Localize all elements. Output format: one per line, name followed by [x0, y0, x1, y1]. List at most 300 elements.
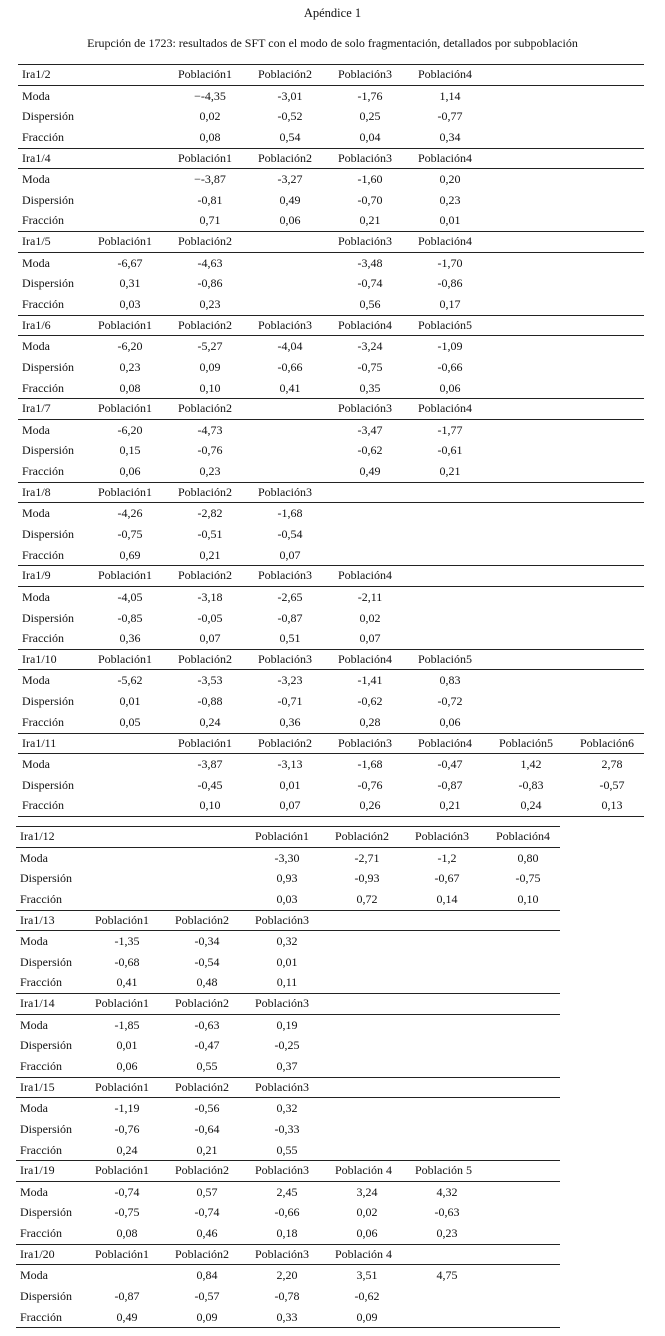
table-cell: -0,74: [114, 1184, 140, 1199]
table-cell: -3,23: [277, 673, 303, 688]
table-cell: -2,11: [357, 589, 383, 604]
table-cell: 0,57: [196, 1184, 218, 1199]
table-cell: 0,33: [276, 1309, 298, 1324]
population-header: Población4: [338, 568, 392, 583]
table-row: [18, 169, 644, 190]
table-cell: -0,54: [277, 527, 303, 541]
table-cell: 2,45: [276, 1184, 298, 1199]
sample-group: [18, 565, 644, 649]
table-cell: 0,06: [119, 464, 141, 479]
table-cell: -3,87: [197, 757, 223, 771]
sample-name: Ira1/20: [20, 1246, 55, 1261]
table-cell: -1,68: [357, 757, 383, 771]
table-cell: 3,24: [356, 1184, 378, 1199]
row-label: Fracción: [22, 464, 64, 479]
population-header: Población1: [98, 317, 152, 332]
table-row: [18, 670, 644, 691]
table-cell: -0,71: [277, 694, 303, 709]
population-header: Población2: [178, 651, 232, 666]
table-cell: 0,55: [276, 1142, 298, 1157]
population-header: Población4: [418, 234, 472, 249]
table-cell: -1,60: [357, 172, 383, 187]
population-header: Población3: [338, 234, 392, 249]
table-row: [18, 524, 644, 545]
table-cell: 0,09: [196, 1309, 218, 1324]
table-cell: 0,09: [199, 359, 221, 374]
sample-name: Ira1/19: [20, 1163, 55, 1178]
population-header: Población1: [95, 1163, 149, 1178]
row-label: Dispersión: [22, 443, 74, 458]
table-cell: 0,09: [356, 1309, 378, 1324]
table-cell: 2,20: [276, 1268, 298, 1283]
row-label: Fracción: [20, 1309, 62, 1324]
table-cell: -0,66: [277, 359, 303, 374]
table-cell: 0,06: [356, 1226, 378, 1241]
table-cell: -2,82: [197, 506, 223, 521]
table-cell: -1,35: [114, 934, 140, 949]
table-cell: -0,87: [277, 610, 303, 625]
population-header: Población1: [95, 912, 149, 927]
table-row: [18, 775, 644, 796]
table-row: [18, 273, 644, 294]
table-cell: 0,18: [276, 1226, 298, 1241]
table-cell: -0,85: [117, 610, 143, 625]
sample-name: Ira1/13: [20, 912, 55, 927]
sample-name: Ira1/11: [22, 735, 57, 750]
population-header: Población4: [418, 150, 472, 165]
table-cell: -0,47: [437, 757, 463, 771]
row-label: Dispersión: [20, 1289, 72, 1303]
group-header-row: [18, 650, 644, 671]
table-cell: 0,17: [439, 297, 461, 311]
table-row: [18, 545, 644, 566]
population-header: Población2: [335, 829, 389, 843]
table-cell: -3,01: [277, 88, 303, 103]
row-label: Dispersión: [20, 1121, 72, 1136]
table-cell: 1,42: [520, 757, 542, 771]
group-header-row: [18, 149, 644, 170]
table-cell: 0,51: [279, 631, 301, 646]
table-cell: 0,23: [439, 192, 461, 207]
table-cell: -0,54: [194, 954, 220, 969]
table-row: [16, 868, 560, 889]
table-cell: -1,2: [437, 850, 457, 865]
row-label: Moda: [22, 757, 50, 771]
table-cell: 0,03: [276, 891, 298, 906]
sample-group: [18, 231, 644, 315]
table-cell: 0,49: [359, 464, 381, 479]
table-cell: -0,62: [357, 694, 383, 709]
table-row: [18, 691, 644, 712]
table-cell: 0,03: [119, 297, 141, 311]
group-header-row: [18, 399, 644, 420]
table-cell: 0,07: [359, 631, 381, 646]
population-header: Población5: [418, 651, 472, 666]
table-cell: -0,51: [197, 527, 223, 541]
table-cell: 0,06: [279, 213, 301, 228]
row-label: Moda: [22, 506, 50, 521]
table-row: [16, 1056, 560, 1077]
row-label: Moda: [22, 339, 50, 354]
table-cell: -0,77: [437, 109, 463, 124]
table-cell: -0,63: [434, 1205, 460, 1220]
sample-name: Ira1/10: [22, 651, 57, 666]
table-cell: 0,32: [276, 934, 298, 949]
sample-group: [18, 315, 644, 399]
row-label: Moda: [22, 255, 50, 270]
table-cell: 0,25: [359, 109, 381, 124]
table-cell: 0,01: [116, 1038, 138, 1053]
sample-group: [16, 826, 560, 910]
table-cell: 0,01: [439, 213, 461, 228]
table-cell: −-3,87: [194, 172, 226, 187]
table-cell: 0,10: [199, 380, 221, 395]
table-cell: -0,75: [117, 527, 143, 541]
table-row: [16, 1119, 560, 1140]
table-cell: -2,71: [354, 850, 380, 865]
table-cell: 0,32: [276, 1101, 298, 1116]
population-header: Población1: [98, 484, 152, 499]
sample-name: Ira1/5: [22, 234, 51, 249]
population-header: Población5: [499, 735, 553, 750]
table-cell: -0,70: [357, 192, 383, 207]
table-cell: 0,72: [356, 891, 378, 906]
population-header: Población4: [418, 401, 472, 416]
table-cell: -1,19: [114, 1101, 140, 1116]
sample-name: Ira1/12: [20, 829, 55, 843]
table-cell: 0,80: [517, 850, 539, 865]
table-cell: -0,74: [357, 276, 383, 291]
table-cell: 0,21: [439, 798, 461, 813]
row-label: Fracción: [22, 631, 64, 646]
sample-group: [18, 482, 644, 566]
table-cell: 0,14: [436, 891, 458, 906]
row-label: Fracción: [20, 1059, 62, 1073]
population-header: Población2: [178, 401, 232, 416]
row-label: Moda: [22, 589, 50, 604]
population-header: Población 5: [415, 1163, 472, 1178]
row-label: Dispersión: [22, 527, 74, 541]
table-cell: -0,74: [194, 1205, 220, 1220]
population-header: Población1: [95, 1246, 149, 1261]
table-cell: -0,56: [194, 1101, 220, 1116]
table-cell: 0,24: [116, 1142, 138, 1157]
table-cell: -6,67: [117, 255, 143, 270]
table-cell: -0,78: [274, 1289, 300, 1303]
table-cell: 0,04: [359, 129, 381, 144]
population-header: Población1: [98, 651, 152, 666]
table-cell: 0,36: [119, 631, 141, 646]
sample-name: Ira1/7: [22, 401, 51, 416]
table-cell: 0,71: [199, 213, 221, 228]
group-header-row: [16, 827, 560, 848]
population-header: Población4: [418, 735, 472, 750]
table-cell: -0,75: [515, 871, 541, 886]
population-header: Población1: [98, 401, 152, 416]
table-cell: -1,70: [437, 255, 463, 270]
table-cell: 0,05: [119, 714, 141, 729]
table-cell: 0,08: [116, 1226, 138, 1241]
table-cell: 0,07: [279, 798, 301, 813]
population-header: Población1: [178, 150, 232, 165]
table-cell: 0,41: [116, 975, 138, 990]
table-cell: 0,06: [116, 1059, 138, 1073]
table-row: [16, 889, 560, 910]
appendix-title: Apéndice 1: [303, 6, 362, 20]
table-cell: -1,76: [357, 88, 383, 103]
row-label: Moda: [20, 1184, 48, 1199]
table-cell: -0,75: [114, 1205, 140, 1220]
table-cell: 0,28: [359, 714, 381, 729]
table-cell: -0,52: [277, 109, 303, 124]
table-cell: -0,72: [437, 694, 463, 709]
sample-group: [18, 733, 644, 818]
table-cell: -3,18: [197, 589, 223, 604]
table-cell: 0,20: [439, 172, 461, 187]
population-header: Población5: [418, 317, 472, 332]
results-table-part-1: [18, 64, 644, 817]
row-label: Dispersión: [22, 694, 74, 709]
table-cell: -0,76: [357, 777, 383, 792]
table-row: [18, 378, 644, 399]
table-cell: -0,62: [354, 1289, 380, 1303]
table-cell: -6,20: [117, 339, 143, 354]
table-cell: 0,69: [119, 547, 141, 562]
table-cell: 0,84: [196, 1268, 218, 1283]
population-header: Población 4: [335, 1246, 392, 1261]
population-header: Población2: [178, 234, 232, 249]
table-cell: 0,46: [196, 1226, 218, 1241]
table-cell: 0,02: [356, 1205, 378, 1220]
sample-group: [16, 1160, 560, 1244]
row-label: Fracción: [22, 213, 64, 228]
sample-group: [16, 1077, 560, 1161]
population-header: Población2: [175, 1079, 229, 1094]
group-header-row: [18, 734, 644, 755]
table-cell: -0,61: [437, 443, 463, 458]
population-header: Población2: [178, 317, 232, 332]
table-cell: -3,53: [197, 673, 223, 688]
table-cell: 0,56: [359, 297, 381, 311]
group-header-row: [16, 1245, 560, 1266]
group-header-row: [18, 316, 644, 337]
population-header: Población2: [258, 67, 312, 81]
row-label: Fracción: [20, 1142, 62, 1157]
population-header: Población 4: [335, 1163, 392, 1178]
table-cell: 0,23: [199, 297, 221, 311]
table-row: [18, 461, 644, 482]
table-cell: -5,62: [117, 673, 143, 688]
table-cell: 0,21: [439, 464, 461, 479]
sample-group: [18, 148, 644, 232]
row-label: Dispersión: [20, 1038, 72, 1053]
table-row: [16, 972, 560, 993]
table-cell: 0,21: [359, 213, 381, 228]
table-cell: 0,01: [119, 694, 141, 709]
table-cell: 0,01: [276, 954, 298, 969]
table-row: [16, 1265, 560, 1286]
row-label: Dispersión: [20, 871, 72, 886]
table-row: [18, 587, 644, 608]
table-caption: Erupción de 1723: resultados de SFT con el modo de solo fragmentación, detallados por subpoblación: [87, 36, 578, 50]
group-header-row: [16, 1078, 560, 1099]
table-cell: 0,49: [116, 1309, 138, 1324]
table-cell: -1,77: [437, 422, 463, 437]
table-cell: 2,78: [601, 757, 623, 771]
table-row: [18, 294, 644, 315]
table-cell: -0,93: [354, 871, 380, 886]
population-header: Población2: [178, 484, 232, 499]
population-header: Población2: [258, 735, 312, 750]
population-header: Población3: [255, 1079, 309, 1094]
table-cell: -0,86: [197, 276, 223, 291]
sample-group: [16, 993, 560, 1077]
table-cell: 0,31: [119, 276, 141, 291]
table-cell: -3,48: [357, 255, 383, 270]
table-cell: 0,21: [199, 547, 221, 562]
table-row: [18, 127, 644, 148]
table-row: [16, 1182, 560, 1203]
table-cell: 0,07: [279, 547, 301, 562]
table-cell: -0,45: [197, 777, 223, 792]
table-cell: 0,37: [276, 1059, 298, 1073]
table-cell: 0,06: [439, 714, 461, 729]
table-cell: -1,85: [114, 1017, 140, 1032]
sample-group: [18, 649, 644, 733]
population-header: Población3: [338, 401, 392, 416]
table-cell: -0,88: [197, 694, 223, 709]
table-cell: 3,51: [356, 1268, 378, 1283]
row-label: Moda: [20, 1268, 48, 1283]
table-cell: 1,14: [439, 88, 461, 103]
table-cell: -0,66: [274, 1205, 300, 1220]
table-cell: 0,21: [196, 1142, 218, 1157]
population-header: Población1: [178, 67, 232, 81]
table-row: [16, 1098, 560, 1119]
population-header: Población2: [175, 1163, 229, 1178]
table-cell: 0,15: [119, 443, 141, 458]
row-label: Moda: [22, 673, 50, 688]
table-row: [18, 628, 644, 649]
population-header: Población3: [258, 568, 312, 583]
table-cell: 0,35: [359, 380, 381, 395]
table-cell: 0,23: [436, 1226, 458, 1241]
table-cell: -0,33: [274, 1121, 300, 1136]
population-header: Población2: [175, 996, 229, 1011]
table-cell: 0,36: [279, 714, 301, 729]
population-header: Población3: [258, 651, 312, 666]
table-cell: 0,49: [279, 192, 301, 207]
table-cell: 0,10: [199, 798, 221, 813]
table-cell: -0,68: [114, 954, 140, 969]
table-cell: 0,06: [439, 380, 461, 395]
group-header-row: [16, 911, 560, 932]
table-cell: 0,24: [199, 714, 221, 729]
sample-group: [16, 1244, 560, 1329]
sample-name: Ira1/8: [22, 484, 51, 499]
row-label: Fracción: [20, 891, 62, 906]
population-header: Población4: [418, 67, 472, 81]
table-cell: 0,02: [359, 610, 381, 625]
group-header-row: [18, 65, 644, 86]
table-row: [18, 190, 644, 211]
table-cell: -0,76: [197, 443, 223, 458]
table-cell: -0,87: [437, 777, 463, 792]
table-row: [16, 1223, 560, 1244]
table-row: [16, 1286, 560, 1307]
row-label: Dispersión: [22, 276, 74, 291]
table-cell: -1,68: [277, 506, 303, 521]
table-cell: -4,26: [117, 506, 143, 521]
row-label: Fracción: [20, 975, 62, 990]
table-cell: 0,23: [119, 359, 141, 374]
table-cell: -4,63: [197, 255, 223, 270]
table-cell: -3,27: [277, 172, 303, 187]
population-header: Población1: [255, 829, 309, 843]
table-cell: -0,25: [274, 1038, 300, 1053]
table-cell: 0,11: [276, 975, 298, 990]
sample-name: Ira1/2: [22, 67, 51, 81]
population-header: Población2: [178, 568, 232, 583]
table-cell: -0,57: [194, 1289, 220, 1303]
table-cell: 0,48: [196, 975, 218, 990]
row-label: Moda: [20, 1017, 48, 1032]
table-row: [18, 503, 644, 524]
table-cell: -0,83: [518, 777, 544, 792]
table-cell: -5,27: [197, 339, 223, 354]
table-cell: 0,83: [439, 673, 461, 688]
row-label: Dispersión: [20, 954, 72, 969]
table-row: [18, 253, 644, 274]
table-cell: -6,20: [117, 422, 143, 437]
population-header: Población2: [258, 150, 312, 165]
table-row: [16, 1140, 560, 1161]
sample-group: [18, 64, 644, 148]
table-row: [16, 1202, 560, 1223]
group-header-row: [18, 232, 644, 253]
population-header: Población2: [175, 1246, 229, 1261]
population-header: Población3: [338, 67, 392, 81]
table-row: [18, 795, 644, 816]
table-cell: -4,73: [197, 422, 223, 437]
table-row: [16, 1015, 560, 1036]
table-cell: 4,32: [436, 1184, 458, 1199]
population-header: Población3: [255, 912, 309, 927]
table-row: [16, 1035, 560, 1056]
row-label: Dispersión: [22, 359, 74, 374]
table-row: [16, 952, 560, 973]
table-row: [18, 712, 644, 733]
sample-name: Ira1/4: [22, 150, 51, 165]
table-cell: 0,23: [199, 464, 221, 479]
population-header: Población3: [255, 1246, 309, 1261]
row-label: Dispersión: [22, 610, 74, 625]
table-cell: -1,41: [357, 673, 383, 688]
population-header: Población1: [178, 735, 232, 750]
population-header: Población1: [95, 1079, 149, 1094]
table-row: [18, 754, 644, 775]
table-cell: 0,07: [199, 631, 221, 646]
table-cell: 0,10: [517, 891, 539, 906]
group-header-row: [16, 1161, 560, 1182]
population-header: Población4: [496, 829, 550, 843]
table-row: [18, 210, 644, 231]
row-label: Fracción: [20, 1226, 62, 1241]
table-cell: 0,24: [520, 798, 542, 813]
sample-group: [18, 398, 644, 482]
row-label: Moda: [22, 172, 50, 187]
table-cell: -3,30: [274, 850, 300, 865]
